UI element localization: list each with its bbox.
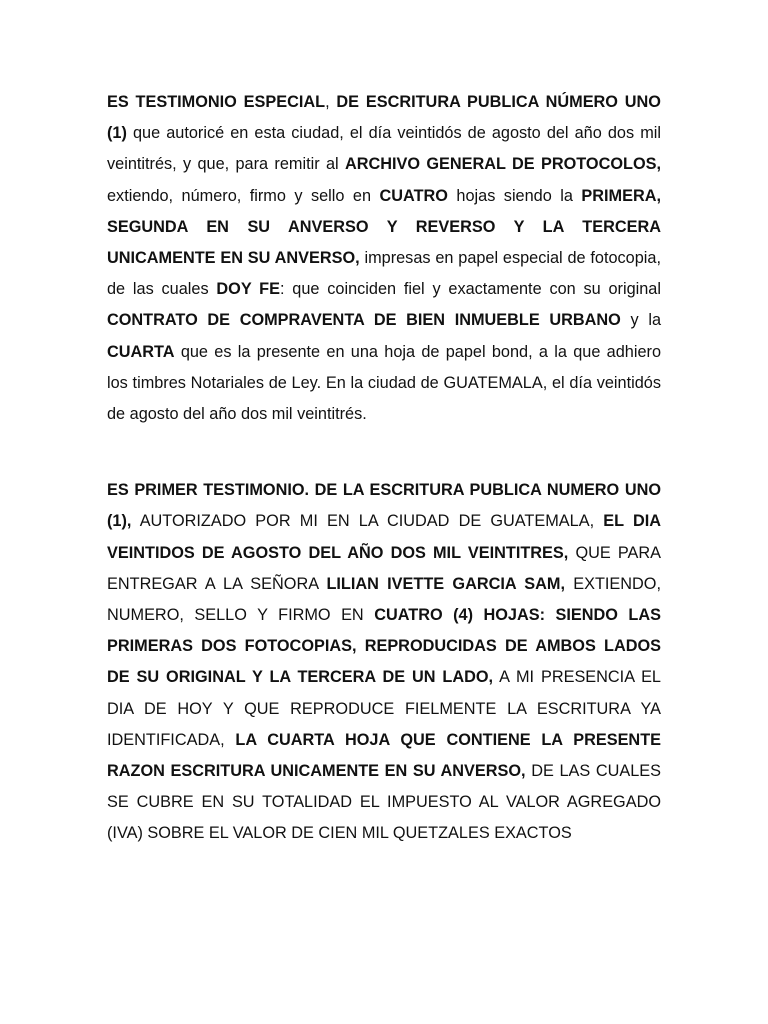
text-run: hojas siendo la xyxy=(447,186,582,205)
text-run: CUATRO xyxy=(379,186,448,205)
text-run: LILIAN IVETTE GARCIA SAM, xyxy=(326,574,565,593)
document-page xyxy=(107,87,661,850)
text-run: A MI PRESENCIA EL DIA DE HOY Y QUE REPRODUCE FIELMENTE LA ESCRITURA YA IDENTIFICADA, xyxy=(107,668,661,749)
text-run: AUTORIZADO POR MI EN LA CIUDAD DE GUATEMALA, xyxy=(131,512,604,531)
text-run: CUARTA xyxy=(107,342,175,361)
text-run: ES PRIMER TESTIMONIO. DE LA ESCRITURA PUBLICA NUMERO UNO (1), xyxy=(107,481,661,531)
text-run: : que coinciden fiel y exactamente con su original xyxy=(279,280,661,299)
text-run: que autoricé en esta ciudad, el día veintidós de agosto del año dos mil veintitrés, y que, para remitir al xyxy=(107,124,661,174)
text-run: DOY FE xyxy=(216,280,280,299)
text-run: CUATRO (4) HOJAS: SIENDO LAS PRIMERAS DOS FOTOCOPIAS, REPRODUCIDAS DE AMBOS LADOS DE SU ORIGINAL Y LA TERCERA DE UN LADO, xyxy=(107,606,661,687)
text-run: EL DIA VEINTIDOS DE AGOSTO DEL AÑO DOS MIL VEINTITRES, xyxy=(107,512,661,562)
text-run: ARCHIVO GENERAL DE PROTOCOLOS, xyxy=(344,155,661,174)
text-run: extiendo, número, firmo y sello en xyxy=(107,186,380,205)
text-run: QUE PARA ENTREGAR A LA SEÑORA xyxy=(107,543,661,593)
paragraph-primer-testimonio xyxy=(107,475,661,849)
paragraph-especial-testimonio xyxy=(107,87,661,430)
text-run: que es la presente en una hoja de papel bond, a la que adhiero los timbres Notariales de Ley. En la ciudad de GUATEMALA, el día veintidós de agosto del año dos mil veintitrés. xyxy=(107,342,661,424)
text-run: ES TESTIMONIO ESPECIAL xyxy=(107,93,326,111)
text-run: y la xyxy=(620,311,661,330)
text-run: DE ESCRITURA PUBLICA NÚMERO UNO (1) xyxy=(107,93,661,143)
text-run: , xyxy=(325,93,337,111)
text-run: PRIMERA, SEGUNDA EN SU ANVERSO Y REVERSO Y LA TERCERA UNICAMENTE EN SU ANVERSO, xyxy=(107,186,661,268)
text-run: LA CUARTA HOJA QUE CONTIENE LA PRESENTE RAZON ESCRITURA UNICAMENTE EN SU ANVERSO, xyxy=(107,730,661,781)
text-run: EXTIENDO, NUMERO, SELLO Y FIRMO EN xyxy=(107,574,661,625)
text-run: DE LAS CUALES SE CUBRE EN SU TOTALIDAD EL IMPUESTO AL VALOR AGREGADO (IVA) SOBRE EL VALOR DE CIEN MIL QUETZALES EXACTOS xyxy=(107,762,661,843)
text-run: CONTRATO DE COMPRAVENTA DE BIEN INMUEBLE URBANO xyxy=(107,311,621,330)
text-run: impresas en papel especial de fotocopia, de las cuales xyxy=(107,249,661,299)
